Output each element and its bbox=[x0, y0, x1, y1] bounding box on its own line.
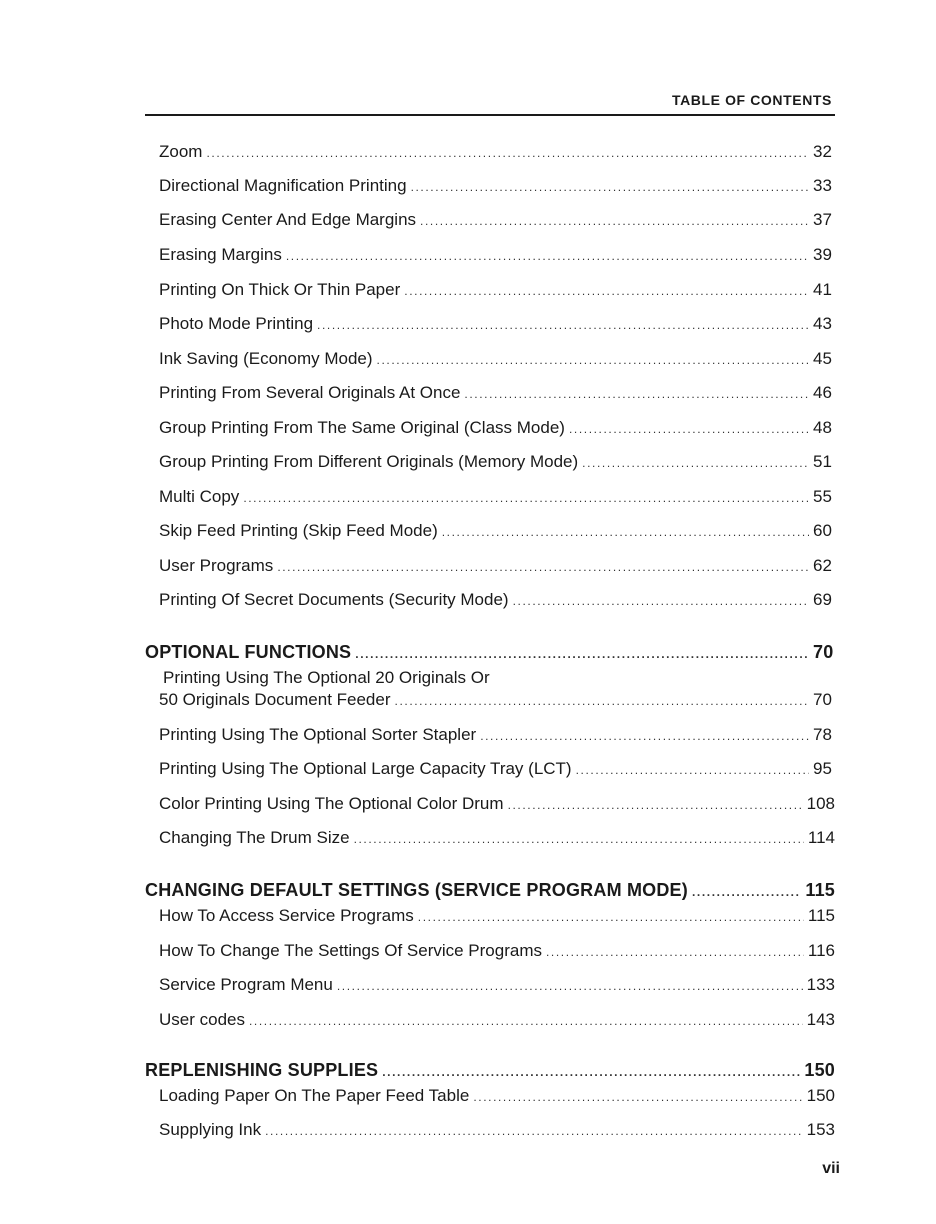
dot-leader bbox=[464, 387, 809, 401]
toc-entry-title: Printing From Several Originals At Once bbox=[159, 383, 461, 402]
toc-entry bbox=[145, 556, 835, 576]
toc-entry-page: 39 bbox=[813, 245, 832, 264]
toc-entry-title: How To Access Service Programs bbox=[159, 906, 414, 925]
toc-entry-page: 69 bbox=[813, 590, 832, 609]
toc-entry-title: Loading Paper On The Paper Feed Table bbox=[159, 1086, 470, 1105]
toc-entry-title: Printing Using The Optional Large Capacity Tray (LCT) bbox=[159, 759, 572, 778]
toc-entry-page: 133 bbox=[806, 975, 835, 994]
toc-entry-title: Printing On Thick Or Thin Paper bbox=[159, 280, 401, 299]
dot-leader bbox=[382, 1065, 800, 1079]
toc-entry-page: 41 bbox=[813, 280, 832, 299]
dot-leader bbox=[286, 249, 809, 263]
toc-entry-title: Supplying Ink bbox=[159, 1120, 262, 1139]
toc-section-replenishing-supplies bbox=[145, 1060, 835, 1081]
toc-entry-page: 108 bbox=[806, 794, 835, 813]
toc-entry-page: 51 bbox=[813, 452, 832, 471]
toc-entry-title: User Programs bbox=[159, 556, 274, 575]
dot-leader bbox=[418, 910, 804, 924]
dot-leader bbox=[508, 798, 803, 812]
toc-entry-title: Multi Copy bbox=[159, 487, 240, 506]
dot-leader bbox=[692, 885, 801, 899]
toc-entry bbox=[145, 210, 835, 230]
toc-entry-title: Erasing Center And Edge Margins bbox=[159, 210, 417, 229]
toc-entry bbox=[145, 725, 835, 745]
toc-entry bbox=[145, 941, 835, 961]
toc-entry-page: 48 bbox=[813, 418, 832, 437]
toc-entry bbox=[145, 975, 835, 995]
dot-leader bbox=[582, 456, 809, 470]
toc-section-title: REPLENISHING SUPPLIES bbox=[145, 1060, 379, 1080]
dot-leader bbox=[420, 214, 809, 228]
toc-entry bbox=[145, 1086, 835, 1106]
dot-leader bbox=[480, 729, 809, 743]
toc-entry-page: 114 bbox=[807, 828, 835, 847]
toc-entry-title: Group Printing From Different Originals (Memory Mode) bbox=[159, 452, 579, 471]
toc-entry-title: 50 Originals Document Feeder bbox=[159, 690, 391, 709]
toc-entry bbox=[145, 383, 835, 403]
toc-section-title: OPTIONAL FUNCTIONS bbox=[145, 642, 352, 662]
toc-entry bbox=[145, 521, 835, 541]
toc-entry bbox=[145, 759, 835, 779]
toc-section-page: 150 bbox=[804, 1060, 835, 1080]
dot-leader bbox=[404, 284, 809, 298]
toc-entry bbox=[145, 349, 835, 369]
dot-leader bbox=[377, 353, 809, 367]
toc-entry-title: Group Printing From The Same Original (Class Mode) bbox=[159, 418, 565, 437]
toc-entry bbox=[145, 314, 835, 334]
toc-entry bbox=[145, 794, 835, 814]
toc-entry-page: 32 bbox=[813, 142, 832, 161]
toc-section-page: 115 bbox=[805, 880, 835, 900]
toc-entry-title-line1: Printing Using The Optional 20 Originals Or bbox=[163, 668, 490, 687]
dot-leader bbox=[546, 945, 804, 959]
toc-entry-title: Color Printing Using The Optional Color Drum bbox=[159, 794, 504, 813]
toc-entry-page: 33 bbox=[813, 176, 832, 195]
toc-entry-page: 143 bbox=[806, 1010, 835, 1029]
dot-leader bbox=[265, 1124, 803, 1138]
dot-leader bbox=[442, 525, 809, 539]
dot-leader bbox=[473, 1090, 802, 1104]
toc-entry-page: 116 bbox=[807, 941, 835, 960]
toc-entry-page: 62 bbox=[813, 556, 832, 575]
running-header: TABLE OF CONTENTS bbox=[671, 92, 832, 108]
toc-entry-page: 150 bbox=[806, 1086, 835, 1105]
dot-leader bbox=[569, 422, 809, 436]
toc-entry bbox=[145, 280, 835, 300]
toc-entry-page: 115 bbox=[807, 906, 835, 925]
toc-entry bbox=[145, 1010, 835, 1030]
toc-entry-title: Printing Using The Optional Sorter Stapler bbox=[159, 725, 477, 744]
toc-entry-title: Changing The Drum Size bbox=[159, 828, 350, 847]
toc-entry bbox=[145, 176, 835, 196]
toc-entry-page: 37 bbox=[813, 210, 832, 229]
toc-entry bbox=[145, 590, 835, 610]
toc-entry bbox=[145, 828, 835, 848]
toc-section-optional-functions bbox=[145, 642, 835, 663]
toc-entry-title: Directional Magnification Printing bbox=[159, 176, 407, 195]
toc-entry-title: User codes bbox=[159, 1010, 245, 1029]
dot-leader bbox=[243, 491, 809, 505]
toc-entry bbox=[145, 245, 835, 265]
toc-entry-title: How To Change The Settings Of Service Programs bbox=[159, 941, 542, 960]
header-rule bbox=[145, 114, 835, 116]
toc-entry-page: 43 bbox=[813, 314, 832, 333]
toc-entry-title: Ink Saving (Economy Mode) bbox=[159, 349, 373, 368]
dot-leader bbox=[277, 560, 809, 574]
toc-entry-page: 45 bbox=[813, 349, 832, 368]
toc-entry bbox=[145, 142, 835, 162]
toc-entry-page: 55 bbox=[813, 487, 832, 506]
toc-entry-title: Erasing Margins bbox=[159, 245, 282, 264]
dot-leader bbox=[206, 146, 809, 160]
toc-entry-page: 95 bbox=[813, 759, 832, 778]
dot-leader bbox=[317, 318, 809, 332]
dot-leader bbox=[513, 594, 809, 608]
toc-section-title: CHANGING DEFAULT SETTINGS (SERVICE PROGRAM MODE) bbox=[145, 880, 688, 900]
toc-entry-title: Skip Feed Printing (Skip Feed Mode) bbox=[159, 521, 438, 540]
page-number: vii bbox=[822, 1160, 840, 1177]
dot-leader bbox=[576, 763, 809, 777]
toc-entry-title: Photo Mode Printing bbox=[159, 314, 314, 333]
toc-entry-page: 153 bbox=[806, 1120, 835, 1139]
toc-entry bbox=[145, 418, 835, 438]
toc-entry-title: Zoom bbox=[159, 142, 203, 161]
toc-entry bbox=[145, 452, 835, 472]
toc-entry bbox=[145, 906, 835, 926]
dot-leader bbox=[395, 694, 809, 708]
toc-entry-page: 70 bbox=[813, 690, 832, 709]
dot-leader bbox=[249, 1014, 803, 1028]
dot-leader bbox=[354, 832, 804, 846]
toc-entry bbox=[145, 690, 835, 710]
dot-leader bbox=[355, 647, 809, 661]
toc-section-page: 70 bbox=[813, 642, 834, 662]
toc-entry-page: 78 bbox=[813, 725, 832, 744]
toc-entry bbox=[145, 487, 835, 507]
toc-section-changing-default-settings bbox=[145, 880, 835, 901]
toc-entry-title: Service Program Menu bbox=[159, 975, 333, 994]
toc-entry-page: 46 bbox=[813, 383, 832, 402]
dot-leader bbox=[337, 979, 803, 993]
toc-entry-title: Printing Of Secret Documents (Security Mode) bbox=[159, 590, 509, 609]
dot-leader bbox=[411, 180, 809, 194]
toc-entry bbox=[145, 1120, 835, 1140]
toc-entry-page: 60 bbox=[813, 521, 832, 540]
